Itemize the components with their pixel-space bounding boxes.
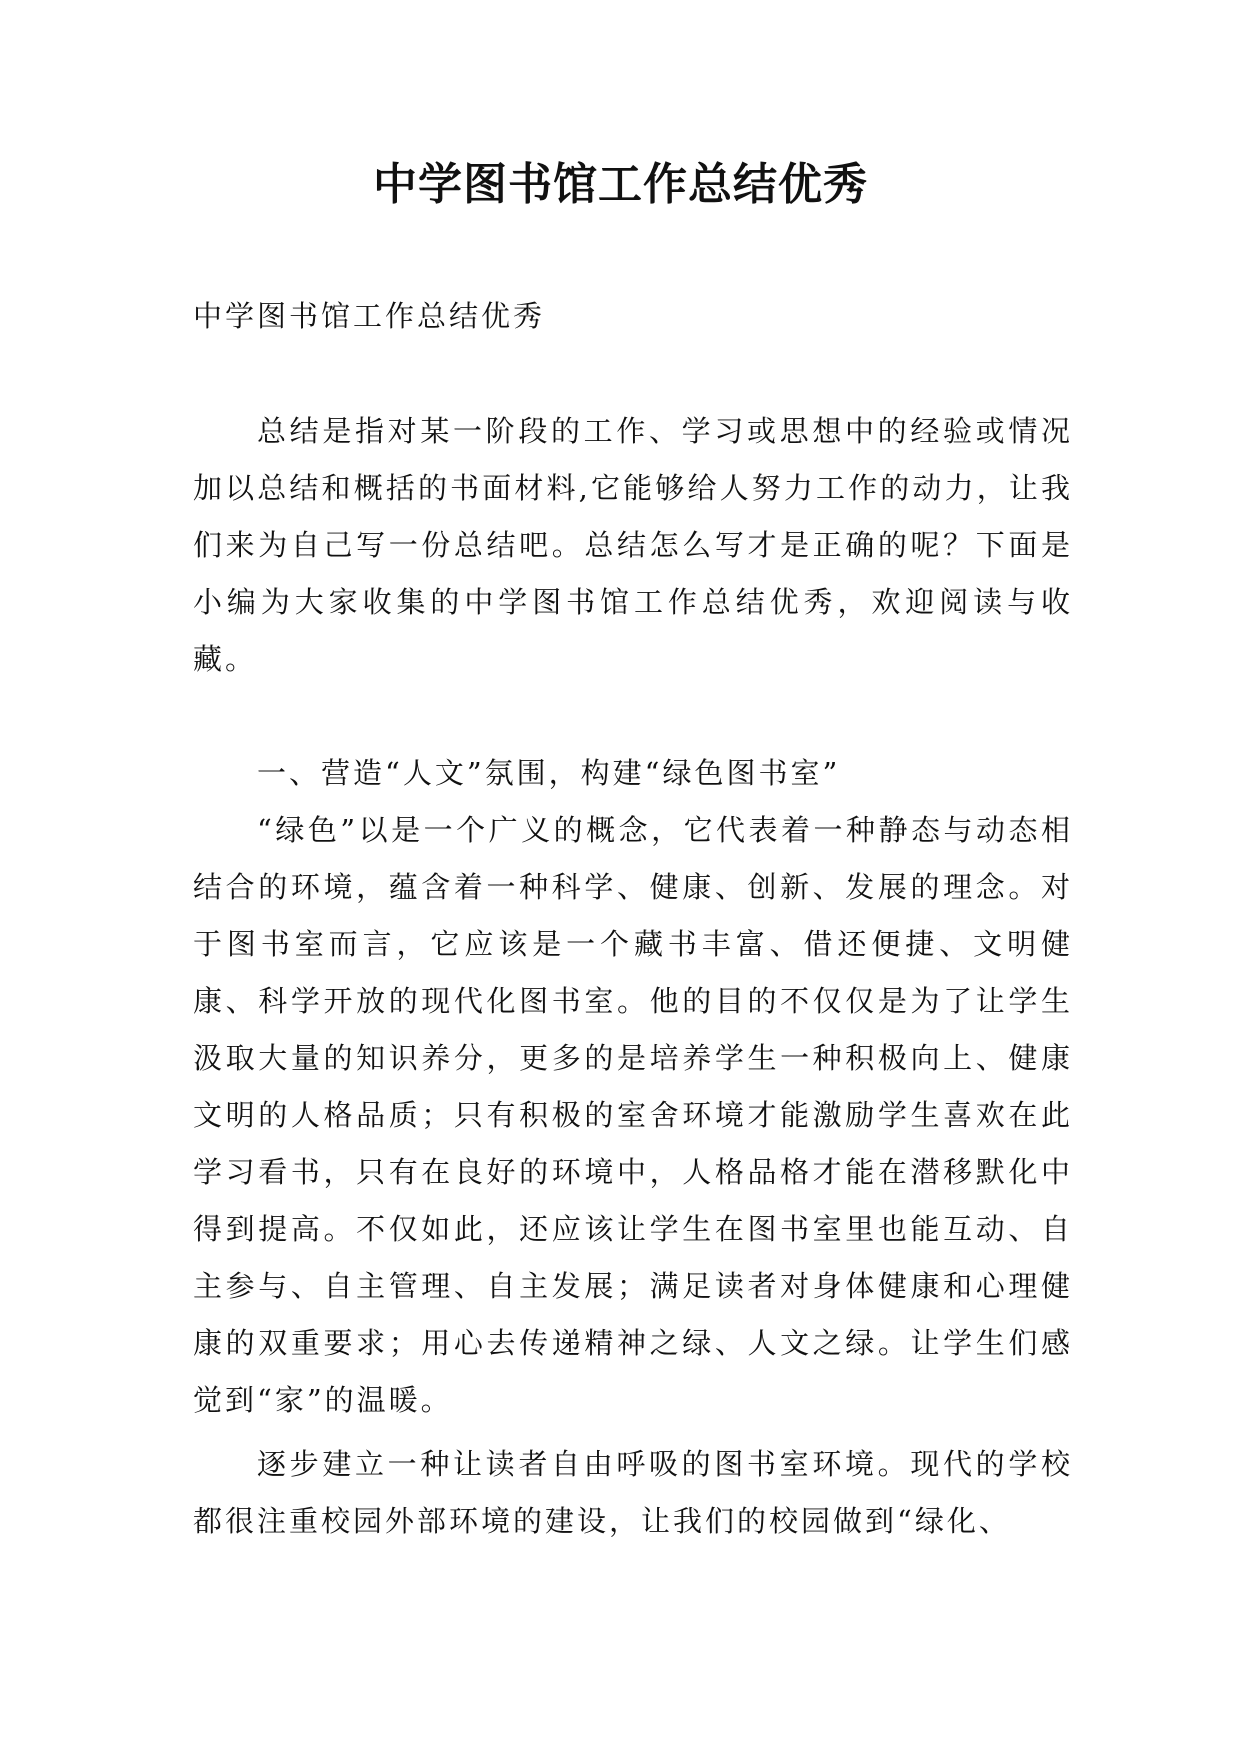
body-paragraph: “绿色”以是一个广义的概念，它代表着一种静态与动态相结合的环境，蕴含着一种科学、健康、创新、发展的理念。对于图书室而言，它应该是一个藏书丰富、借还便捷、文明健康、科学开放的现代化图书室。他的目的不仅仅是为了让学生汲取大量的知识养分，更多的是培养学生一种积极向上、健康文明的人格品质；只有积极的室舍环境才能激励学生喜欢在此学习看书，只有在良好的环境中，人格品格才能在潜移默化中得到提高。不仅如此，还应该让学生在图书室里也能互动、自主参与、自主管理、自主发展；满足读者对身体健康和心理健康的双重要求；用心去传递精神之绿、人文之绿。让学生们感觉到“家”的温暖。: [193, 813, 1073, 1417]
body-paragraph: 逐步建立一种让读者自由呼吸的图书室环境。现代的学校都很注重校园外部环境的建设，让我们的校园做到“绿化、: [193, 1447, 1073, 1538]
section-heading: 一、营造“人文”氛围，构建“绿色图书室”: [257, 756, 841, 790]
document-subtitle: 中学图书馆工作总结优秀: [193, 299, 546, 333]
intro-paragraph: 总结是指对某一阶段的工作、学习或思想中的经验或情况加以总结和概括的书面材料,它能够给人努力工作的动力，让我们来为自己写一份总结吧。总结怎么写才是正确的呢？下面是小编为大家收集的中学图书馆工作总结优秀，欢迎阅读与收藏。: [193, 414, 1073, 676]
document-title: 中学图书馆工作总结优秀: [373, 159, 868, 210]
